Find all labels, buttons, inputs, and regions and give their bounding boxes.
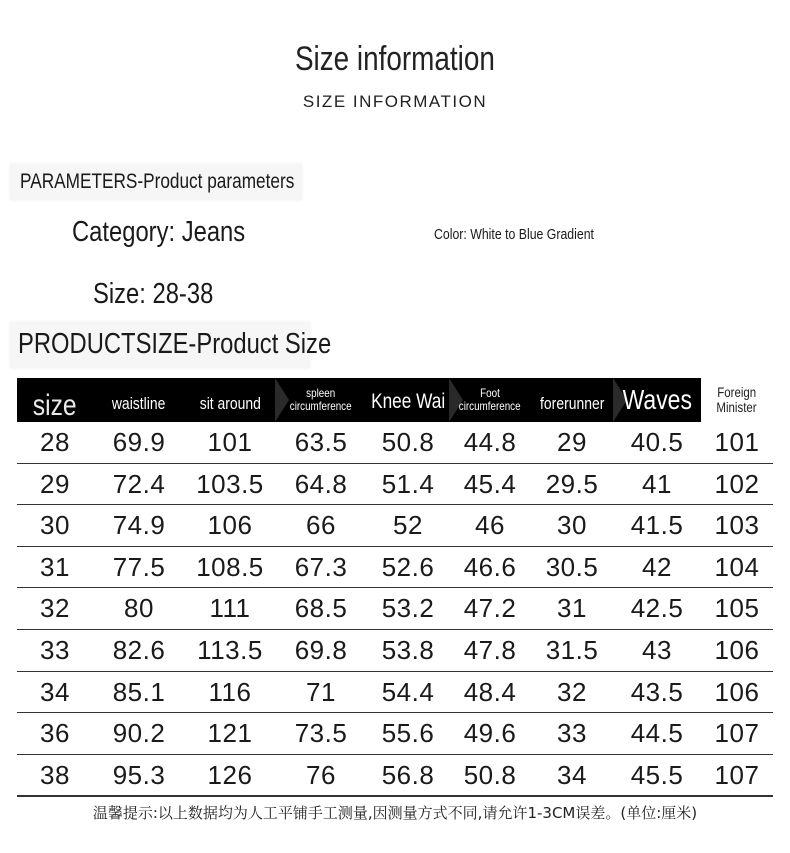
cell-spleen-circumference: 67.3 [294, 551, 348, 582]
cell-spleen-circumference: 66 [306, 510, 336, 541]
column-header-sit-around [185, 378, 275, 426]
category-text: Category: Jeans [72, 216, 246, 248]
cell-foot-circumference: 46 [475, 510, 505, 541]
cell-spleen-circumference: 69.8 [294, 634, 348, 665]
cell-foreign-minister: 107 [714, 718, 760, 749]
cell-forerunner: 30 [557, 510, 587, 541]
column-header-spleen-circumference [275, 378, 367, 422]
size-table [17, 378, 773, 797]
table-row [17, 505, 773, 547]
size-range-text: Size: 28-38 [93, 278, 214, 310]
cell-waves: 45.5 [630, 759, 684, 790]
page-subtitle: SIZE INFORMATION [302, 92, 488, 111]
column-header-line: spleen [306, 385, 336, 400]
cell-waistline: 95.3 [112, 759, 166, 790]
cell-size: 30 [40, 510, 70, 541]
table-row [17, 422, 773, 464]
cell-waves: 41.5 [630, 510, 684, 541]
cell-waves: 43.5 [630, 676, 684, 707]
product-size-section-label: PRODUCTSIZE-Product Size [10, 322, 310, 368]
color-text: Color: White to Blue Gradient [434, 226, 594, 243]
cell-forerunner: 31.5 [545, 634, 599, 665]
column-header-foot-circumference [449, 378, 531, 422]
cell-forerunner: 32 [557, 676, 587, 707]
column-header-line: Minister [716, 399, 758, 415]
size-table-header [17, 378, 773, 422]
cell-sit-around: 116 [208, 676, 252, 707]
cell-size: 32 [40, 593, 70, 624]
table-row [17, 672, 773, 714]
column-header-line: Knee Wai [370, 390, 446, 414]
cell-knee-wai: 53.8 [381, 634, 435, 665]
cell-knee-wai: 55.6 [381, 718, 435, 749]
column-header-line: forerunner [539, 393, 605, 413]
cell-sit-around: 103.5 [196, 468, 264, 499]
table-row [17, 755, 773, 798]
column-header-forerunner [531, 378, 613, 426]
cell-sit-around: 126 [207, 759, 253, 790]
cell-foreign-minister: 102 [714, 468, 760, 499]
cell-foreign-minister: 106 [714, 676, 760, 707]
column-header-foreign-minister [701, 378, 773, 422]
cell-spleen-circumference: 68.5 [294, 593, 348, 624]
cell-size: 28 [40, 427, 70, 457]
column-header-size [17, 378, 93, 422]
cell-foot-circumference: 46.6 [463, 551, 517, 582]
cell-spleen-circumference: 63.5 [294, 427, 348, 457]
cell-size: 36 [40, 718, 70, 749]
cell-waistline: 74.9 [112, 510, 166, 541]
cell-forerunner: 29.5 [545, 468, 599, 499]
cell-knee-wai: 52.6 [381, 551, 435, 582]
cell-knee-wai: 51.4 [381, 468, 435, 499]
cell-waves: 43 [642, 634, 672, 665]
cell-spleen-circumference: 73.5 [294, 718, 348, 749]
cell-foreign-minister: 103 [714, 510, 760, 541]
cell-spleen-circumference: 76 [306, 759, 336, 790]
column-header-line: Foot [480, 385, 500, 400]
cell-foot-circumference: 49.6 [463, 718, 517, 749]
cell-waves: 40.5 [630, 427, 684, 457]
cell-waves: 44.5 [630, 718, 684, 749]
measurement-footnote: 温馨提示:以上数据均为人工平铺手工测量,因测量方式不同,请允许1-3CM误差。(单位:厘米) [92, 804, 698, 822]
cell-knee-wai: 54.4 [381, 676, 435, 707]
column-header-line: waistline [112, 393, 166, 413]
table-row [17, 588, 773, 630]
cell-waistline: 90.2 [112, 718, 166, 749]
cell-foreign-minister: 101 [714, 427, 760, 457]
table-row [17, 547, 773, 589]
cell-sit-around: 113.5 [197, 634, 263, 665]
parameters-section-label: PARAMETERS-Product parameters [10, 164, 302, 200]
cell-sit-around: 111 [209, 593, 251, 624]
cell-forerunner: 29 [557, 427, 587, 457]
cell-foreign-minister: 105 [714, 593, 760, 624]
size-table-body [17, 422, 773, 797]
cell-knee-wai: 52 [393, 510, 423, 541]
cell-knee-wai: 56.8 [381, 759, 435, 790]
table-row [17, 464, 773, 506]
cell-waves: 42.5 [630, 593, 684, 624]
column-header-waistline [93, 378, 185, 426]
column-header-line: circumference [459, 399, 521, 413]
cell-foreign-minister: 106 [714, 634, 760, 665]
cell-sit-around: 106 [207, 510, 253, 541]
cell-size: 31 [40, 551, 70, 582]
cell-sit-around: 121 [207, 718, 253, 749]
cell-waistline: 77.5 [112, 551, 166, 582]
column-header-line: sit around [199, 393, 261, 413]
cell-foreign-minister: 107 [714, 759, 760, 790]
cell-foot-circumference: 45.4 [463, 468, 517, 499]
cell-waistline: 85.1 [112, 676, 166, 707]
cell-sit-around: 101 [207, 427, 253, 457]
column-header-waves [613, 378, 701, 422]
cell-waves: 42 [642, 551, 672, 582]
cell-forerunner: 34 [557, 759, 587, 790]
cell-waves: 41 [642, 468, 672, 499]
cell-spleen-circumference: 64.8 [294, 468, 348, 499]
cell-waistline: 72.4 [112, 468, 166, 499]
cell-waistline: 82.6 [112, 634, 166, 665]
cell-foot-circumference: 47.2 [463, 593, 517, 624]
cell-foot-circumference: 47.8 [463, 634, 517, 665]
cell-foot-circumference: 44.8 [463, 427, 517, 457]
cell-knee-wai: 50.8 [381, 427, 435, 457]
cell-forerunner: 33 [557, 718, 587, 749]
column-header-line: Waves [622, 383, 692, 415]
cell-size: 34 [40, 676, 70, 707]
cell-forerunner: 30.5 [545, 551, 599, 582]
column-header-line: circumference [290, 399, 352, 413]
cell-size: 33 [40, 634, 70, 665]
cell-foot-circumference: 50.8 [463, 759, 517, 790]
cell-size: 38 [40, 759, 70, 790]
cell-foot-circumference: 48.4 [463, 676, 517, 707]
page-title: Size information [295, 40, 495, 78]
cell-size: 29 [40, 468, 70, 499]
cell-waistline: 80 [124, 593, 154, 624]
column-header-knee-wai [367, 378, 449, 424]
column-header-line: size [33, 389, 77, 422]
cell-spleen-circumference: 71 [306, 676, 336, 707]
cell-sit-around: 108.5 [196, 551, 264, 582]
cell-foreign-minister: 104 [714, 551, 760, 582]
cell-waistline: 69.9 [112, 427, 166, 457]
table-row [17, 713, 773, 755]
column-header-line: Foreign [717, 383, 757, 400]
cell-knee-wai: 53.2 [381, 593, 435, 624]
cell-forerunner: 31 [557, 593, 587, 624]
table-row [17, 630, 773, 672]
